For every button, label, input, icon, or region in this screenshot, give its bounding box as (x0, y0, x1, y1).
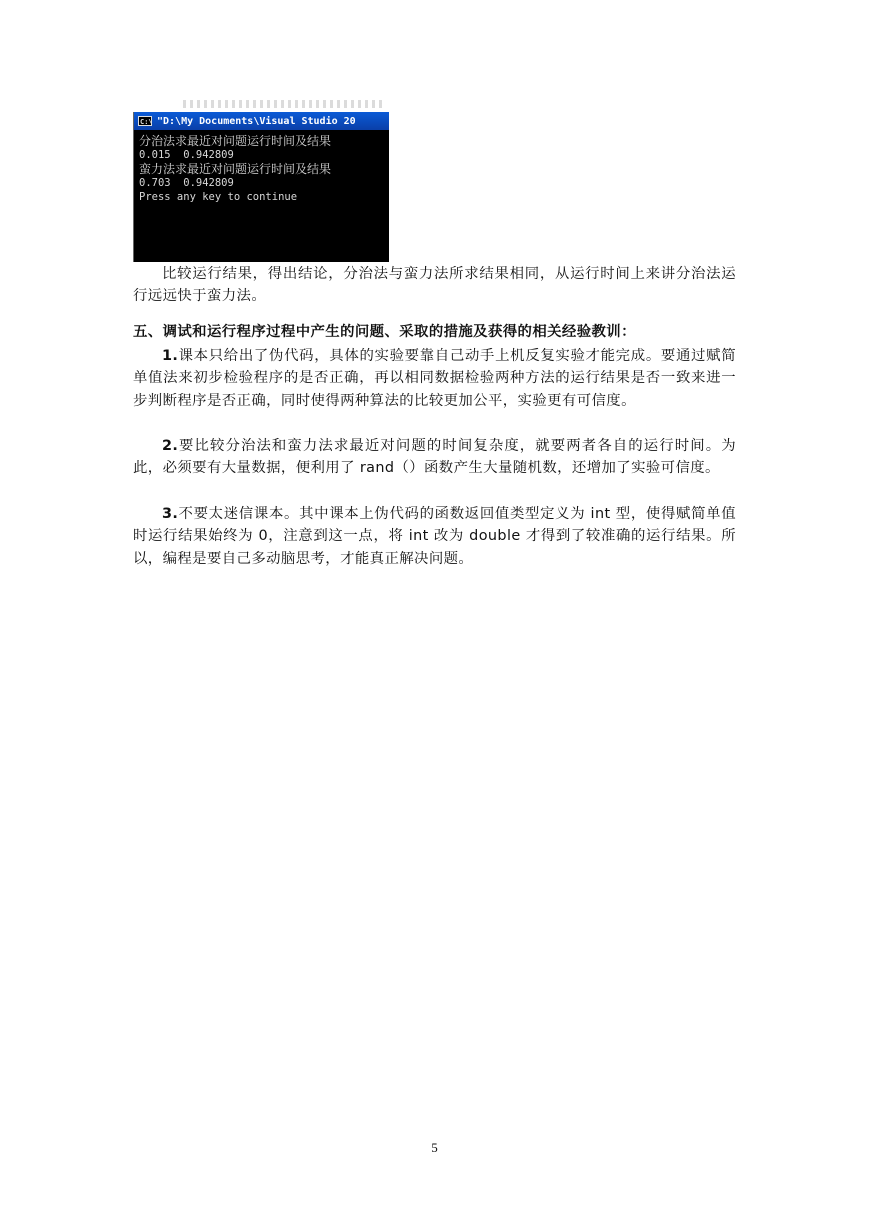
console-line: 分治法求最近对问题运行时间及结果 (139, 134, 332, 148)
console-line: 0.015 0.942809 (139, 149, 234, 161)
command-prompt-icon: C:\ (140, 118, 153, 126)
section-heading: 五、调试和运行程序过程中产生的问题、采取的措施及获得的相关经验教训： (133, 324, 636, 340)
console-title: "D:\My Documents\Visual Studio 20 (157, 115, 356, 127)
console-line: 0.703 0.942809 (139, 177, 234, 189)
item-number: 2. (162, 438, 179, 454)
console-screenshot (133, 112, 389, 262)
list-item (133, 345, 736, 412)
list-item (133, 503, 736, 570)
console-line: 蛮力法求最近对问题运行时间及结果 (139, 162, 332, 176)
item-text: 不要太迷信课本。其中课本上伪代码的函数返回值类型定义为 int 型，使得赋简单值时运行结果始终为 0，注意到这一点，将 int 改为 double 才得到了较准确的运行结果。所以，编程是要自己多动脑思考，才能真正解决问题。 (133, 506, 736, 567)
console-line: Press any key to continue (139, 191, 298, 203)
item-text: 课本只给出了伪代码，具体的实验要靠自己动手上机反复实验才能完成。要通过赋简单值法来初步检验程序的是否正确，再以相同数据检验两种方法的运行结果是否一致来进一步判断程序是否正确，同时使得两种算法的比较更加公平，实验更有可信度。 (133, 348, 736, 409)
item-number: 1. (162, 348, 179, 364)
console-titlebar (134, 112, 389, 130)
item-text: 要比较分治法和蛮力法求最近对问题的时间复杂度，就要两者各自的运行时间。为此，必须要有大量数据，便利用了 rand（）函数产生大量随机数，还增加了实验可信度。 (133, 438, 736, 477)
list-item (133, 435, 736, 480)
console-output (139, 134, 387, 204)
conclusion-paragraph: 比较运行结果，得出结论，分治法与蛮力法所求结果相同，从运行时间上来讲分治法运行远远快于蛮力法。 (133, 266, 736, 305)
cropped-screenshot-edge (183, 100, 383, 108)
item-number: 3. (162, 506, 179, 522)
page-number: 5 (431, 1140, 438, 1155)
